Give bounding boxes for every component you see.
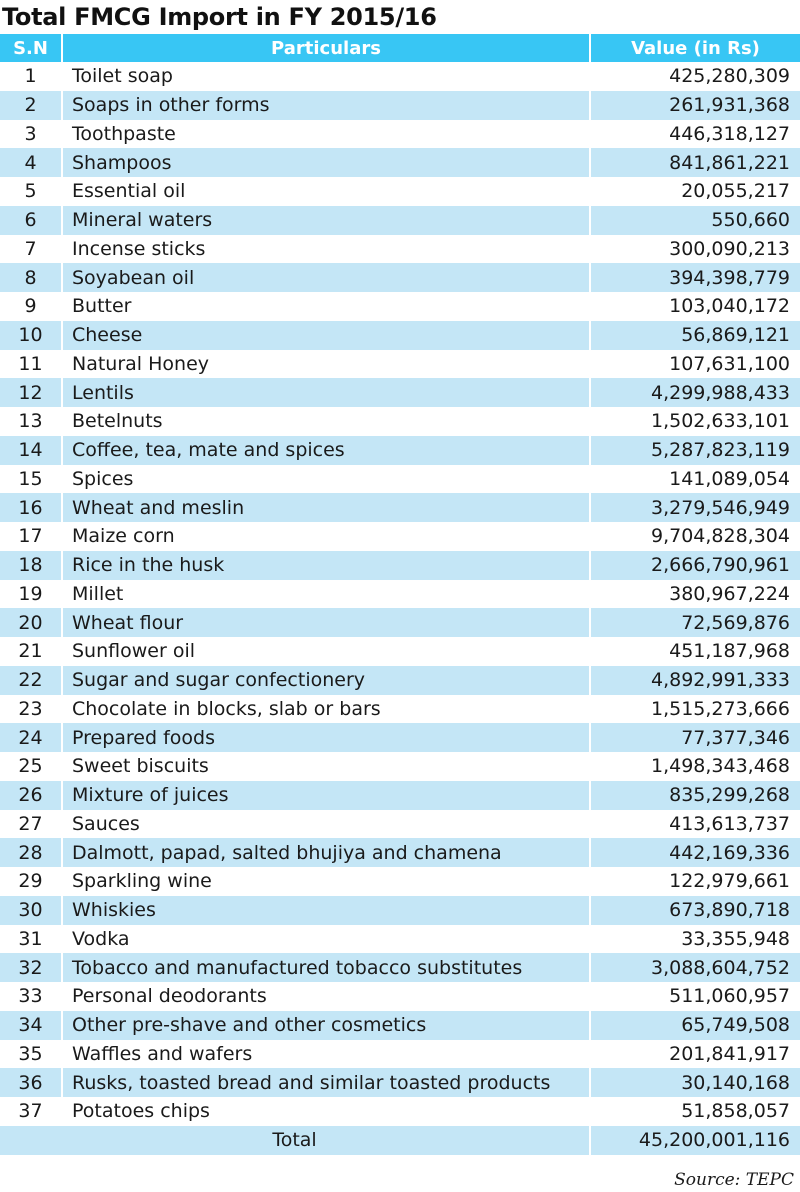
cell-particulars: Betelnuts [62, 407, 590, 436]
cell-sn: 8 [0, 263, 62, 292]
cell-value: 413,613,737 [590, 810, 800, 839]
table-row [0, 321, 800, 350]
cell-particulars: Maize corn [62, 522, 590, 551]
cell-particulars: Rice in the husk [62, 551, 590, 580]
cell-value: 511,060,957 [590, 982, 800, 1011]
cell-sn: 13 [0, 407, 62, 436]
cell-particulars: Sparkling wine [62, 867, 590, 896]
cell-value: 77,377,346 [590, 723, 800, 752]
table-row [0, 350, 800, 379]
cell-sn: 28 [0, 838, 62, 867]
table-row [0, 867, 800, 896]
cell-particulars: Shampoos [62, 148, 590, 177]
cell-particulars: Essential oil [62, 177, 590, 206]
table-row [0, 925, 800, 954]
cell-sn: 1 [0, 62, 62, 91]
table-row [0, 292, 800, 321]
table-row [0, 723, 800, 752]
cell-value: 3,088,604,752 [590, 953, 800, 982]
cell-sn: 21 [0, 637, 62, 666]
table-row [0, 781, 800, 810]
table-row [0, 206, 800, 235]
cell-particulars: Millet [62, 580, 590, 609]
cell-value: 380,967,224 [590, 580, 800, 609]
cell-value: 446,318,127 [590, 120, 800, 149]
cell-sn: 19 [0, 580, 62, 609]
table-row [0, 551, 800, 580]
cell-particulars: Toothpaste [62, 120, 590, 149]
cell-sn: 34 [0, 1011, 62, 1040]
cell-sn: 16 [0, 493, 62, 522]
cell-value: 2,666,790,961 [590, 551, 800, 580]
cell-value: 442,169,336 [590, 838, 800, 867]
cell-particulars: Dalmott, papad, salted bhujiya and chamena [62, 838, 590, 867]
cell-particulars: Sweet biscuits [62, 752, 590, 781]
cell-particulars: Soyabean oil [62, 263, 590, 292]
table-row [0, 608, 800, 637]
table-footer [0, 1126, 800, 1155]
cell-sn: 37 [0, 1097, 62, 1126]
cell-sn: 36 [0, 1068, 62, 1097]
table-row [0, 522, 800, 551]
cell-particulars: Sauces [62, 810, 590, 839]
cell-sn: 3 [0, 120, 62, 149]
cell-value: 103,040,172 [590, 292, 800, 321]
cell-sn: 30 [0, 896, 62, 925]
table-row [0, 263, 800, 292]
cell-particulars: Cheese [62, 321, 590, 350]
cell-particulars: Tobacco and manufactured tobacco substitutes [62, 953, 590, 982]
cell-particulars: Prepared foods [62, 723, 590, 752]
table-row [0, 436, 800, 465]
table-row [0, 810, 800, 839]
cell-particulars: Other pre-shave and other cosmetics [62, 1011, 590, 1040]
cell-particulars: Sunflower oil [62, 637, 590, 666]
cell-particulars: Potatoes chips [62, 1097, 590, 1126]
cell-sn: 15 [0, 465, 62, 494]
table-row [0, 666, 800, 695]
column-header-value: Value (in Rs) [590, 34, 800, 62]
cell-value: 30,140,168 [590, 1068, 800, 1097]
cell-value: 56,869,121 [590, 321, 800, 350]
cell-particulars: Rusks, toasted bread and similar toasted products [62, 1068, 590, 1097]
cell-sn: 24 [0, 723, 62, 752]
cell-sn: 17 [0, 522, 62, 551]
table-row [0, 378, 800, 407]
table-row [0, 982, 800, 1011]
table-row [0, 838, 800, 867]
cell-sn: 33 [0, 982, 62, 1011]
cell-value: 122,979,661 [590, 867, 800, 896]
cell-particulars: Butter [62, 292, 590, 321]
column-header-particulars: Particulars [62, 34, 590, 62]
table-row [0, 1040, 800, 1069]
cell-sn: 23 [0, 695, 62, 724]
table-row [0, 896, 800, 925]
cell-sn: 14 [0, 436, 62, 465]
cell-sn: 9 [0, 292, 62, 321]
cell-sn: 29 [0, 867, 62, 896]
table-row [0, 120, 800, 149]
cell-particulars: Whiskies [62, 896, 590, 925]
table-row [0, 465, 800, 494]
cell-sn: 32 [0, 953, 62, 982]
cell-value: 841,861,221 [590, 148, 800, 177]
cell-value: 201,841,917 [590, 1040, 800, 1069]
cell-sn: 7 [0, 235, 62, 264]
cell-particulars: Wheat and meslin [62, 493, 590, 522]
table-row [0, 177, 800, 206]
cell-sn: 27 [0, 810, 62, 839]
table-row [0, 62, 800, 91]
cell-value: 451,187,968 [590, 637, 800, 666]
cell-sn: 18 [0, 551, 62, 580]
cell-particulars: Lentils [62, 378, 590, 407]
table-row [0, 580, 800, 609]
cell-particulars: Incense sticks [62, 235, 590, 264]
cell-value: 1,502,633,101 [590, 407, 800, 436]
cell-value: 261,931,368 [590, 91, 800, 120]
table-row [0, 1097, 800, 1126]
cell-value: 425,280,309 [590, 62, 800, 91]
cell-value: 394,398,779 [590, 263, 800, 292]
cell-value: 20,055,217 [590, 177, 800, 206]
table-row [0, 752, 800, 781]
cell-particulars: Waffles and wafers [62, 1040, 590, 1069]
cell-value: 4,892,991,333 [590, 666, 800, 695]
cell-particulars: Toilet soap [62, 62, 590, 91]
cell-value: 4,299,988,433 [590, 378, 800, 407]
cell-value: 9,704,828,304 [590, 522, 800, 551]
table-row [0, 407, 800, 436]
table-row [0, 637, 800, 666]
cell-sn: 5 [0, 177, 62, 206]
total-value: 45,200,001,116 [590, 1126, 800, 1155]
cell-sn: 4 [0, 148, 62, 177]
cell-sn: 20 [0, 608, 62, 637]
total-label: Total [0, 1126, 590, 1155]
cell-sn: 12 [0, 378, 62, 407]
cell-sn: 35 [0, 1040, 62, 1069]
table-header [0, 34, 800, 62]
cell-value: 550,660 [590, 206, 800, 235]
table-row [0, 953, 800, 982]
table-row [0, 493, 800, 522]
cell-value: 1,515,273,666 [590, 695, 800, 724]
table-body [0, 62, 800, 1126]
cell-value: 51,858,057 [590, 1097, 800, 1126]
cell-value: 33,355,948 [590, 925, 800, 954]
table-row [0, 148, 800, 177]
cell-particulars: Wheat flour [62, 608, 590, 637]
cell-sn: 11 [0, 350, 62, 379]
total-row [0, 1126, 800, 1155]
cell-particulars: Mineral waters [62, 206, 590, 235]
cell-value: 673,890,718 [590, 896, 800, 925]
column-header-sn: S.N [0, 34, 62, 62]
table-row [0, 1068, 800, 1097]
cell-particulars: Coffee, tea, mate and spices [62, 436, 590, 465]
cell-value: 835,299,268 [590, 781, 800, 810]
cell-particulars: Natural Honey [62, 350, 590, 379]
cell-sn: 26 [0, 781, 62, 810]
cell-sn: 25 [0, 752, 62, 781]
import-table [0, 34, 800, 1155]
cell-value: 300,090,213 [590, 235, 800, 264]
cell-sn: 2 [0, 91, 62, 120]
page-title: Total FMCG Import in FY 2015/16 [2, 3, 437, 31]
table-row [0, 695, 800, 724]
table-row [0, 1011, 800, 1040]
cell-value: 65,749,508 [590, 1011, 800, 1040]
cell-particulars: Sugar and sugar confectionery [62, 666, 590, 695]
cell-particulars: Mixture of juices [62, 781, 590, 810]
cell-particulars: Vodka [62, 925, 590, 954]
cell-sn: 22 [0, 666, 62, 695]
cell-value: 3,279,546,949 [590, 493, 800, 522]
cell-particulars: Chocolate in blocks, slab or bars [62, 695, 590, 724]
cell-value: 141,089,054 [590, 465, 800, 494]
cell-value: 107,631,100 [590, 350, 800, 379]
cell-value: 5,287,823,119 [590, 436, 800, 465]
cell-value: 72,569,876 [590, 608, 800, 637]
table-row [0, 91, 800, 120]
cell-sn: 6 [0, 206, 62, 235]
cell-particulars: Personal deodorants [62, 982, 590, 1011]
cell-sn: 31 [0, 925, 62, 954]
cell-particulars: Spices [62, 465, 590, 494]
cell-sn: 10 [0, 321, 62, 350]
source-note: Source: TEPC [674, 1170, 794, 1190]
cell-particulars: Soaps in other forms [62, 91, 590, 120]
cell-value: 1,498,343,468 [590, 752, 800, 781]
table-row [0, 235, 800, 264]
